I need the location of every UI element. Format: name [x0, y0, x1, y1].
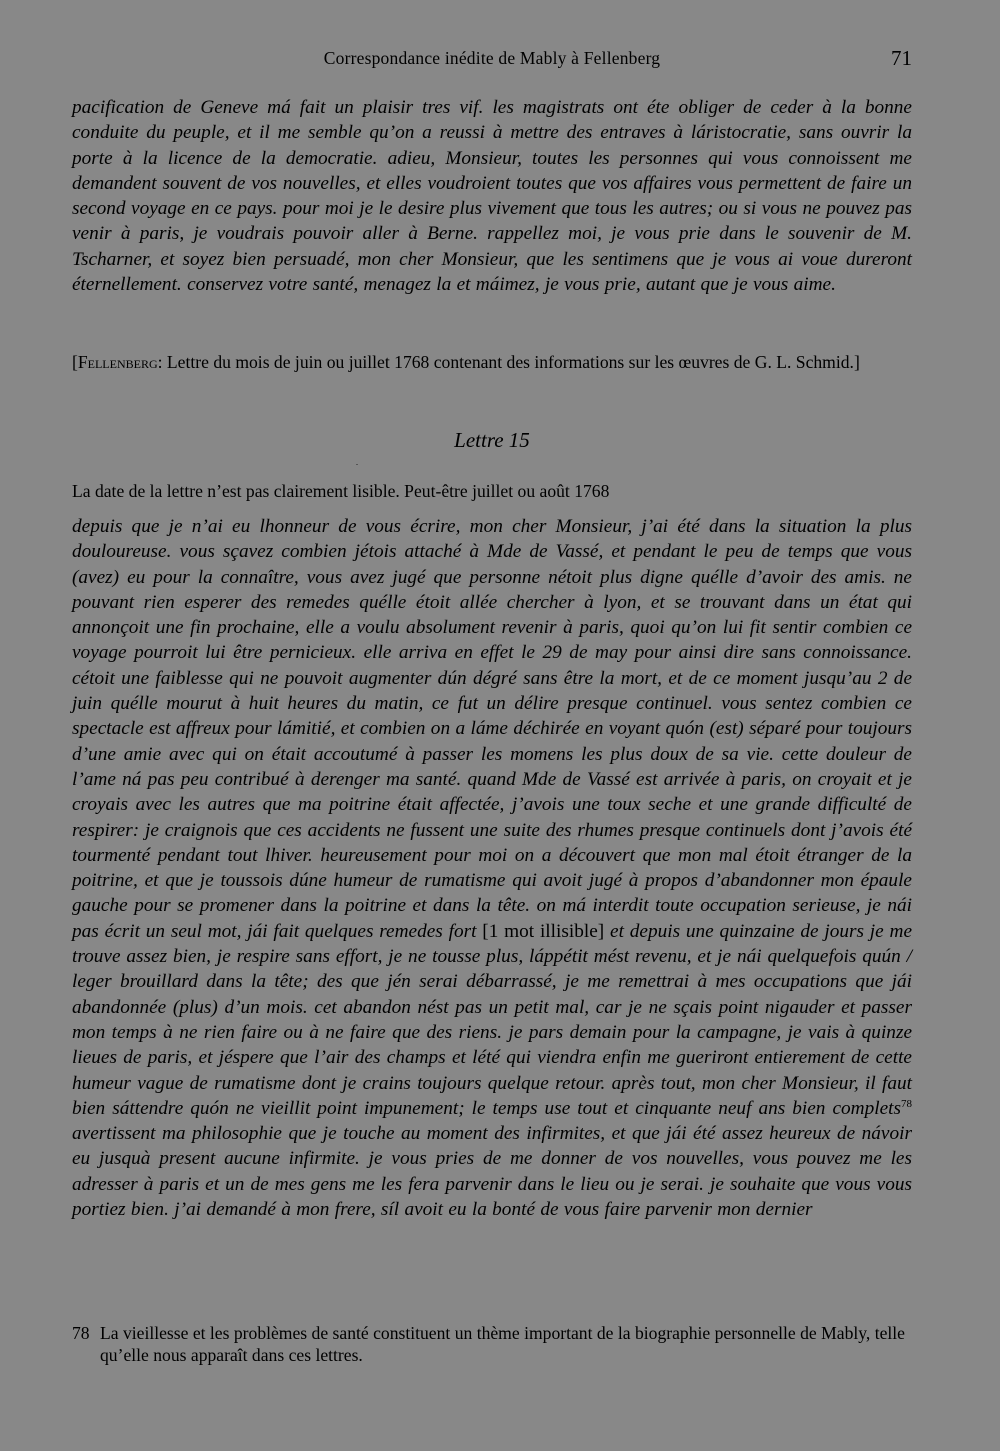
- footnote-number: 78: [72, 1323, 90, 1343]
- letter-text-part3: avertissent ma philosophie que je touche au moment des infirmites, et que jái été assez heureux de návoir eu jusquà present aucune infirmite. je vous pries de me donner de vos nouvelles, vous pouvez me les adresser à paris et un de mes gens me les fera parvenir dans le lieu ou je serai. je souhaite que vous vous portiez bien. j’ai demandé à mon frere, síl avoit eu la bonté de vous faire parvenir mon dernier: [72, 1123, 912, 1221]
- letter-heading: Lettre 15: [454, 428, 530, 452]
- page-number: 71: [891, 46, 912, 70]
- footnote-text: La vieillesse et les problèmes de santé constituent un thème important de la biographie personnelle de Mably, telle qu’elle nous apparaît dans ces lettres.: [100, 1323, 905, 1365]
- continuation-paragraph: pacification de Geneve má fait un plaisir tres vif. les magistrats ont éte obliger de ceder à la bonne conduite du peuple, et il me semble qu’on a reussi à mettre des entraves à láristocratie, sans ouvrir la porte à la licence de la democratie. adieu, Monsieur, toutes les personnes qui vous connoissent me demandent souvent de vos nouvelles, et elles voudroient toutes que vos affaires vous permettent de faire un second voyage en ce pays. pour moi je le desire plus vivement que tous les autres; ou si vous ne pouvez pas venir à paris, je voudrais pouvoir aller à Berne. rappellez moi, je vous prie dans le souvenir de M. Tscharner, et soyez bien persuadé, mon cher Monsieur, que les sentimens que je vous ai voue dureront éternellement. conservez votre santé, menagez la et máimez, je vous prie, autant que je vous aime.: [72, 97, 912, 296]
- footnote-reference: 78: [901, 1097, 912, 1110]
- letter-text-part1: depuis que je n’ai eu lhonneur de vous écrire, mon cher Monsieur, j’ai été dans la situation la plus douloureuse. vous sçavez combien jétois attaché à Mde de Vassé, et pendant le peu de temps que vous (avez) eu pour la connaître, vous avez jugé que personne nétoit plus digne quélle d’avoir des amis. ne pouvant rien esperer des remedes quélle étoit allée chercher à lyon, et se trouvant dans un état qui annonçoit une fin prochaine, elle a voulu absolument revenir à paris, quoi qu’on lui fit sentir combien ce voyage pourroit lui être pernicieux. elle arriva en effet le 29 de may pour ainsi dire sans connoissance. cétoit une faiblesse qui ne pouvoit augmenter dún dégré sans être la mort, et de ce moment jusqu’au 2 de juin quélle mourut à huit heures du matin, ce fut un délire presque continuel. vous sentez combien ce spectacle est affreux pour lámitié, et combien on a láme déchirée en voyant quón (est) séparé pour toujours d’une amie avec qui on était accoutumé à passer les momens les plus doux de sa vie. cette douleur de l’ame ná pas peu contribué à derenger ma santé. quand Mde de Vassé est arrivée à paris, on croyait et je croyais avec les autres que ma poitrine était affectée, j’avois une toux seche et une grande difficulté de respirer: je craignois que ces accidents ne fussent une suite des rhumes presque continuels dont j’avois été tourmenté pendant tout lhiver. heureusement pour moi on a découvert que mon mal étoit étranger de la poitrine, et que je toussois dúne humeur de rumatisme qui avoit jugé à propos d’abandonner mon épaule gauche pour se promener dans la poitrine et dans la tête. on má interdit toute occupation serieuse, je nái pas écrit un seul mot, jái fait quelques remedes fort: [72, 516, 912, 942]
- previous-letter-continuation: [72, 95, 912, 297]
- note-open-bracket: [: [72, 352, 78, 372]
- editorial-note: [72, 351, 912, 373]
- illegible-word-note: [1 mot illisible]: [476, 920, 611, 942]
- letter-body: [72, 514, 912, 1222]
- note-text: : Lettre du mois de juin ou juillet 1768 contenant des informations sur les œuvres de G. L. Schmid.]: [157, 352, 860, 372]
- letter-date-note: [72, 480, 912, 502]
- separator-mark: [356, 464, 358, 465]
- letter-text-part2: et depuis une quinzaine de jours je me trouve assez bien, je respire sans effort, je ne tousse plus, láppétit mést revenu, et je nái quelquefois quún / leger brouillard dans la tête; des que jén serai débarrassé, je me remettrai à mes occupations que jái abandonnée (plus) d’un mois. cet abandon nést pas un petit mal, car je ne sçais point nigauder et passer mon temps à ne rien faire ou à ne faire que des riens. je pars demain pour la campagne, je vais à quinze lieues de paris, et jéspere que l’air des champs et lété qui viendra enfin me gueriront entierement de cette humeur vague de rumatisme dont je crains toujours quelque retour. après tout, mon cher Monsieur, il faut bien sáttendre quón ne vieillit point impunement; le temps use tout et cinquante neuf ans bien complets: [72, 920, 912, 1119]
- date-note: La date de la lettre n’est pas clairement lisible. Peut-être juillet ou août 1768: [72, 481, 610, 501]
- letter-paragraph: [72, 514, 912, 1222]
- footnote: [72, 1322, 912, 1366]
- note-correspondent-name: Fellenberg: [77, 352, 158, 372]
- page-header: [72, 46, 912, 76]
- running-title: Correspondance inédite de Mably à Fellenberg: [323, 48, 661, 68]
